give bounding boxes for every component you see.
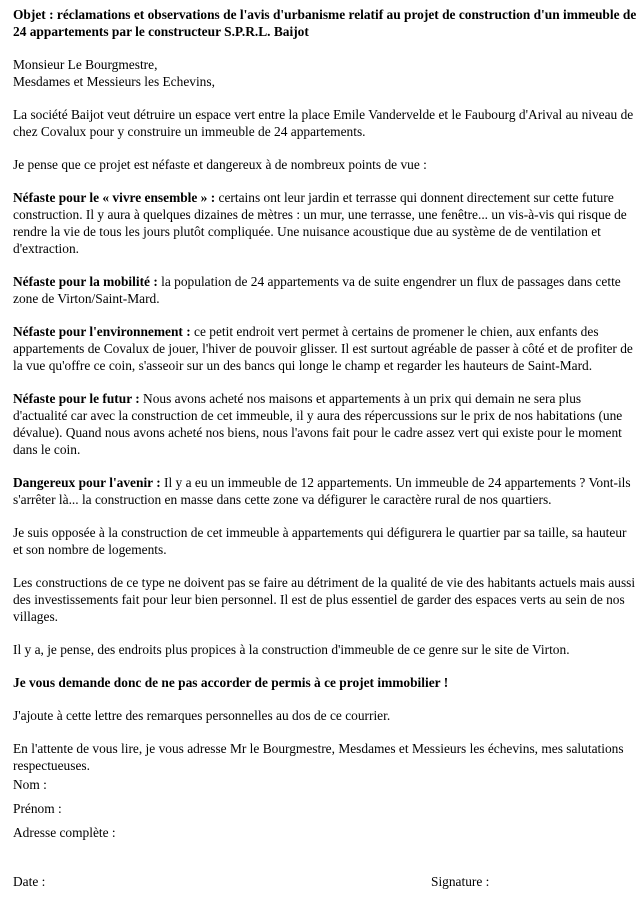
signature-line [13, 873, 637, 890]
salutation-line-bourgmestre: Monsieur Le Bourgmestre, [13, 57, 158, 72]
point-mobilite [13, 273, 637, 307]
constructions-paragraph: Les constructions de ce type ne doivent pas se faire au détriment de la qualité de vie des habitants actuels mais aussi des investissements fait pour leur bien personnel. Il est de plus essentiel de garder des espaces verts au sein de nos villages. [13, 575, 636, 624]
salutation [13, 56, 637, 90]
intro-paragraph: La société Baijot veut détruire un espace vert entre la place Emile Vandervelde et le Faubourg d'Arival au niveau de chez Covalux pour y construire un immeuble de 24 appartements. [13, 107, 634, 139]
field-nom: Nom : [13, 777, 47, 792]
opinion-paragraph: Je pense que ce projet est néfaste et dangereux à de nombreux points de vue : [13, 157, 427, 172]
request-paragraph: Je vous demande donc de ne pas accorder de permis à ce projet immobilier ! [13, 675, 449, 690]
point-environnement [13, 323, 637, 374]
point-text: ce petit endroit vert permet à certains de promener le chien, aux enfants des appartements de Covalux de jouer, l'hiver de pouvoir glisser. Il est surtout agréable de passer à côté et de profiter de la vue qu'offre ce coin, s'asseoir sur un des bancs qui longe le champ et regarder les hauteurs de Saint-Mard. [13, 324, 633, 373]
letter-subject: Objet : réclamations et observations de l'avis d'urbanisme relatif au projet de construction d'un immeuble de 24 appartements par le constructeur S.P.R.L. Baijot [13, 7, 637, 39]
point-heading: Néfaste pour le futur : [13, 391, 140, 406]
salutation-line-echevins: Mesdames et Messieurs les Echevins, [13, 74, 215, 89]
attachment-paragraph: J'ajoute à cette lettre des remarques personnelles au dos de ce courrier. [13, 708, 391, 723]
alternatives-paragraph: Il y a, je pense, des endroits plus propices à la construction d'immeuble de ce genre sur le site de Virton. [13, 642, 570, 657]
closing-paragraph: En l'attente de vous lire, je vous adresse Mr le Bourgmestre, Mesdames et Messieurs les échevins, mes salutations respectueuses. [13, 741, 624, 773]
letter-page [13, 6, 637, 848]
opposition-paragraph: Je suis opposée à la construction de cet immeuble à appartements qui défigurera le quartier par sa taille, sa hauteur et son nombre de logements. [13, 525, 627, 557]
point-heading: Néfaste pour l'environnement : [13, 324, 191, 339]
point-text: Il y a eu un immeuble de 12 appartements. Un immeuble de 24 appartements ? Vont-ils s'arrêter là... la construction en masse dans cette zone va défigurer le caractère rural de nos quartiers. [13, 475, 631, 507]
field-signature: Signature : [431, 874, 490, 889]
point-futur [13, 390, 637, 458]
field-date: Date : [13, 874, 46, 889]
point-text: certains ont leur jardin et terrasse qui donnent directement sur cette future construction. Il y aura à quelques dizaines de mètres : un mur, une terrasse, une fenêtre... un vis-à-vis qui risque de rendre la vie de tous les jours plutôt compliquée. Une nuisance acoustique due au système de de ventilation et d'extraction. [13, 190, 627, 256]
point-text: Nous avons acheté nos maisons et appartements à un prix qui demain ne sera plus d'actualité car avec la construction de cet immeuble, il y aura des répercussions sur le prix de nos habitations (une dévalue). Quand nous avons acheté nos biens, nous l'avons fait pour le cadre assez vert qui existe pour le moment dans le coin. [13, 391, 623, 457]
point-heading: Néfaste pour le « vivre ensemble » : [13, 190, 216, 205]
point-heading: Néfaste pour la mobilité : [13, 274, 158, 289]
point-heading: Dangereux pour l'avenir : [13, 475, 161, 490]
point-vivre-ensemble [13, 189, 637, 257]
point-avenir [13, 474, 637, 508]
point-text: la population de 24 appartements va de suite engendrer un flux de passages dans cette zone de Virton/Saint-Mard. [13, 274, 621, 306]
field-adresse: Adresse complète : [13, 825, 116, 840]
field-prenom: Prénom : [13, 801, 62, 816]
